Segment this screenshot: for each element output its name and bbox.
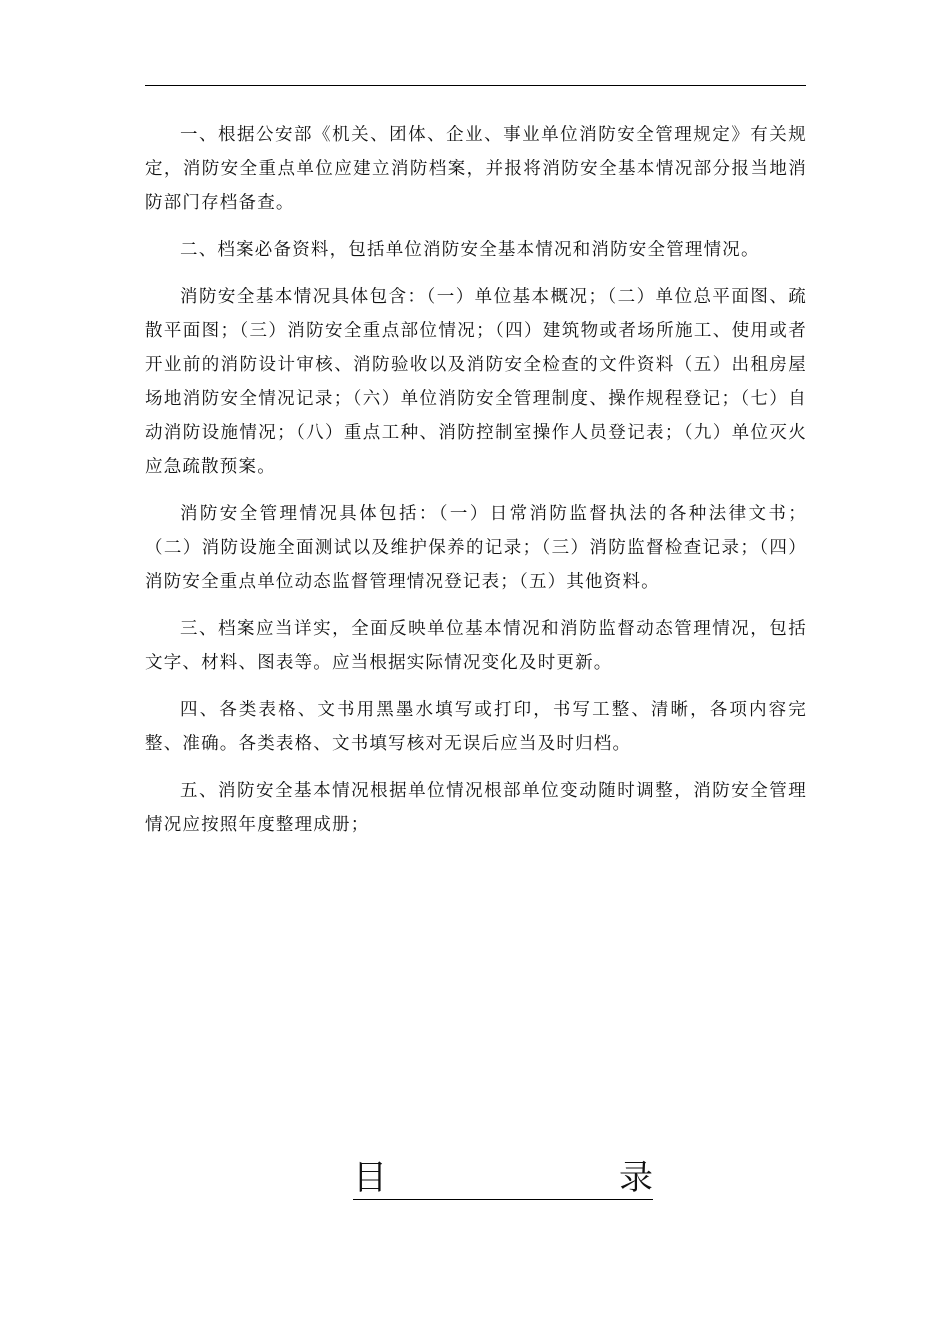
header-rule (145, 85, 806, 86)
paragraph-3: 消防安全基本情况具体包含：（一）单位基本概况；（二）单位总平面图、疏散平面图；（三）消防安全重点部位情况；（四）建筑物或者场所施工、使用或者开业前的消防设计审核、消防验收以及消防安全检查的文件资料（五）出租房屋场地消防安全情况记录；（六）单位消防安全管理制度、操作规程登记；（七）自动消防设施情况；（八）重点工种、消防控制室操作人员登记表；（九）单位灭火应急疏散预案。 (145, 287, 807, 477)
paragraph-2: 二、档案必备资料，包括单位消防安全基本情况和消防安全管理情况。 (180, 240, 760, 260)
toc-title (353, 1156, 653, 1200)
toc-title-right: 录 (619, 1158, 653, 1198)
document-body (145, 118, 807, 855)
paragraph-5: 三、档案应当详实，全面反映单位基本情况和消防监督动态管理情况，包括文字、材料、图表等。应当根据实际情况变化及时更新。 (145, 619, 807, 673)
paragraph-7: 五、消防安全基本情况根据单位情况根部单位变动随时调整，消防安全管理情况应按照年度整理成册； (145, 781, 807, 835)
paragraph-6: 四、各类表格、文书用黑墨水填写或打印，书写工整、清晰，各项内容完整、准确。各类表格、文书填写核对无误后应当及时归档。 (145, 700, 807, 754)
paragraph-4: 消防安全管理情况具体包括：（一）日常消防监督执法的各种法律文书；（二）消防设施全面测试以及维护保养的记录；（三）消防监督检查记录；（四）消防安全重点单位动态监督管理情况登记表；（五）其他资料。 (145, 504, 807, 592)
toc-title-left: 目 (353, 1158, 387, 1198)
paragraph-1: 一、根据公安部《机关、团体、企业、事业单位消防安全管理规定》有关规定，消防安全重点单位应建立消防档案，并报将消防安全基本情况部分报当地消防部门存档备查。 (145, 125, 807, 213)
